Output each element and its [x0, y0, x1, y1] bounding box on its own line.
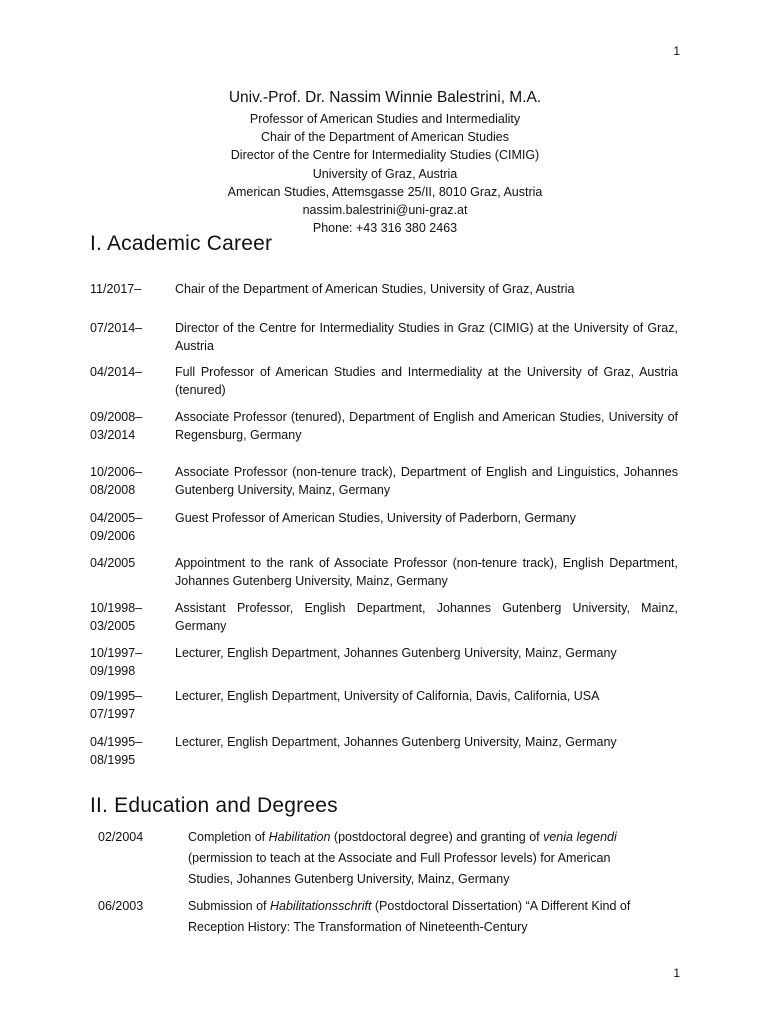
- career-date: 04/2005: [90, 556, 136, 570]
- page-number-bottom: 1: [673, 966, 680, 980]
- education-description: [188, 827, 648, 890]
- career-description: Guest Professor of American Studies, University of Paderborn, Germany: [175, 511, 576, 525]
- text-span: Completion of: [188, 830, 269, 844]
- career-date: 10/1998– 03/2005: [90, 601, 143, 633]
- career-date: 09/1995– 07/1997: [90, 689, 143, 721]
- section-title-career: I. Academic Career: [90, 232, 273, 255]
- author-phone: Phone: +43 316 380 2463: [312, 221, 458, 236]
- italic-term: venia legendi: [543, 830, 617, 844]
- education-date: 06/2003: [98, 899, 144, 913]
- career-description: Appointment to the rank of Associate Professor (non-tenure track), English Department, Johannes Gutenberg University, Mainz, Germany: [175, 556, 678, 588]
- career-date: 04/1995– 08/1995: [90, 735, 143, 767]
- career-date: 09/2008– 03/2014: [90, 410, 143, 442]
- career-description: Full Professor of American Studies and Intermediality at the University of Graz, Austria (tenured): [175, 365, 678, 397]
- author-title: Professor of American Studies and Intermediality: [249, 112, 521, 126]
- author-director: Director of the Centre for Intermediality Studies (CIMIG): [230, 148, 540, 163]
- education-date: 02/2004: [98, 830, 144, 844]
- career-description: Associate Professor (tenured), Department of English and American Studies, University of Regensburg, Germany: [175, 410, 678, 442]
- career-date: 10/1997– 09/1998: [90, 646, 143, 678]
- author-university: University of Graz, Austria: [312, 166, 458, 181]
- text-span: (permission to teach at the Associate and Full Professor levels) for American Studies, Johannes Gutenberg University, Mainz, Germany: [188, 851, 611, 886]
- career-date: 04/2014–: [90, 365, 143, 379]
- career-description: Lecturer, English Department, Johannes Gutenberg University, Mainz, Germany: [175, 735, 617, 749]
- career-date: 11/2017–: [90, 282, 142, 296]
- career-date: 07/2014–: [90, 321, 143, 335]
- italic-term: Habilitation: [268, 830, 331, 844]
- career-description: Assistant Professor, English Department, Johannes Gutenberg University, Mainz, Germany: [175, 601, 678, 633]
- text-span: (Postdoctoral Dissertation) “A Different Kind of Reception History: The Transformation of Nineteenth-Century: [188, 899, 631, 934]
- text-span: Submission of: [188, 899, 270, 913]
- italic-term: Habilitationsschrift: [269, 899, 372, 913]
- career-description: Director of the Centre for Intermediality Studies in Graz (CIMIG) at the University of Graz, Austria: [175, 321, 678, 353]
- career-description: Associate Professor (non-tenure track), Department of English and Linguistics, Johannes Gutenberg University, Mainz, Germany: [175, 465, 678, 497]
- author-chair: Chair of the Department of American Studies: [260, 130, 510, 145]
- page-number-top: 1: [673, 44, 680, 58]
- author-email: nassim.balestrini@uni-graz.at: [302, 203, 468, 218]
- education-description: [188, 896, 648, 938]
- career-date: 04/2005– 09/2006: [90, 511, 143, 543]
- author-name: Univ.-Prof. Dr. Nassim Winnie Balestrini, M.A.: [228, 89, 542, 106]
- career-description: Chair of the Department of American Studies, University of Graz, Austria: [175, 282, 575, 296]
- career-description: Lecturer, English Department, Johannes Gutenberg University, Mainz, Germany: [175, 646, 617, 660]
- cv-header: [0, 88, 770, 237]
- author-address: American Studies, Attemsgasse 25/II, 8010 Graz, Austria: [227, 184, 543, 199]
- text-span: (postdoctoral degree) and granting of: [330, 830, 544, 844]
- career-date: 10/2006– 08/2008: [90, 465, 143, 497]
- section-title-education: II. Education and Degrees: [90, 794, 338, 817]
- career-description: Lecturer, English Department, University of California, Davis, California, USA: [175, 689, 600, 703]
